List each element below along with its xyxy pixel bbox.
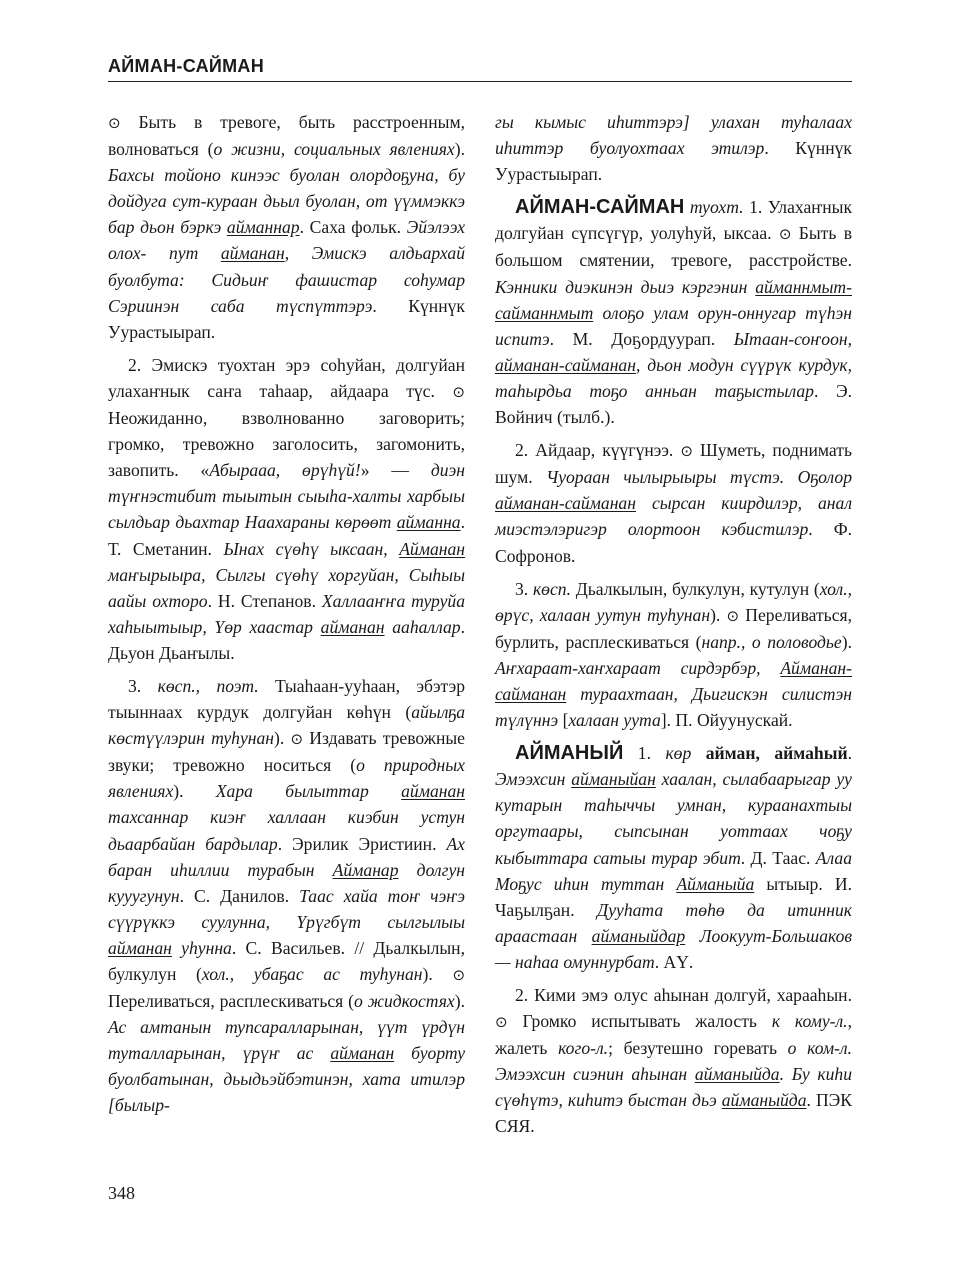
circle-dot-icon: ⊙	[290, 730, 304, 749]
paragraph: ⊙ Быть в тревоге, быть расстроенным, волноваться (о жизни, социальных явлениях). Бахсы тойоно кинээс буолан олордоҕуна, бу дойдуга сут-кураан дьыл буолан, от үүммэккэ бар дьон бэркэ айманнар. Саха фольк. Эйэлээх олох- пут айманан, Эмискэ алдьархай буолбута: Сидьиҥ фашистар соһумар Сэриинэн саба түспүттэрэ. Күннүк Уурастыырап.	[108, 112, 465, 342]
circle-dot-icon: ⊙	[680, 442, 693, 461]
paragraph: АЙМАНЫЙ 1. көр айман, аймаһый. Эмээхсин айманыйан хаалан, сылабаарыгар уу кутарын таһыччы умнан, кураанахтыы оргутаары, сыпсынан уоттаах чоҕу кыбыттара сатыы турар эбит. Д. Таас. Алаа Моҕус иһин туттан Айманыйа ытыыр. И. Чаҕылҕан. Дууһата төһө да итинник араастаан айманыйдар Лоокуут-Большаков — наһаа омуннурбат. АҮ.	[495, 742, 853, 972]
running-head: АЙМАН-САЙМАН	[108, 56, 265, 76]
circle-dot-icon: ⊙	[726, 606, 740, 625]
paragraph: 2. Айдаар, күүгүнээ. ⊙ Шуметь, поднимать шум. Чуораан чылырыыры түстэ. Оҕолор айманан-сайманан сырсан киирдилэр, анал миэстэлэригэр олортоон кэбистилэр. Ф. Софронов.	[495, 440, 852, 566]
circle-dot-icon: ⊙	[452, 966, 466, 984]
headword: АЙМАН-САЙМАН	[515, 196, 685, 219]
paragraph: 3. көсп., поэт. Тыаһаан-ууһаан, эбэтэр тыыннаах курдук долгуйан көһүн (айылҕа көстүүлэрин туһунан). ⊙ Издавать тревожные звуки; тревожно носиться (о природных явлениях). Хара былыттар айманан тахсаннар киэҥ халлаан киэбин устун дьаарбайан бардылар. Эрилик Эристиин. Ах баран иһиллии турабын Айманар долгун кууугунун. С. Данилов. Таас хайа тоҥ чэҥэ сүүрүккэ суулунна, Үрүгбүт сылгылыы айманан уһунна. С. Васильев. // Дьалкылын, булкулун (хол., убаҕас ас туһунан). ⊙ Переливаться, расплескиваться (о жидкостях). Ас амтанын тупсаралларынан, үүт үрдүн туталларынан, үрүҥ ас айманан буорту буолбатынан, дьыдьэйбэтинэн, хата итилэр [былыр-	[108, 675, 466, 1116]
paragraph: 3. көсп. Дьалкылын, булкулун, кутулун (хол., өрүс, халаан уутун туһунан). ⊙ Переливаться, бурлить, расплескиваться (напр., о половодье). Аҥхараат-хаҥхараат сирдэрбэр, Айманан-сайманан тураахтаан, Дьигискэн силистэн түлүннэ [халаан уута]. П. Ойуунускай.	[495, 578, 853, 731]
circle-dot-icon: ⊙	[452, 382, 465, 401]
paragraph: АЙМАН-САЙМАН туохт. 1. Улахаҥнык долгуйан сүпсүгүр, уолуһуй, ыксаа. ⊙ Быть в большом смятении, тревоге, расстройстве. Кэнники диэкинэн дьиэ кэргэнин айманнмыт-сайманнмыт олоҕо улам орун-оннугар түһэн испитэ. М. Доҕордуурап. Ытаан-соҥоон, айманан-сайманан, дьон модун сүүрүк курдук, таһырдьа тоҕо анньан таҕыстылар. Э. Войнич (тылб.).	[495, 196, 853, 428]
circle-dot-icon: ⊙	[108, 114, 121, 132]
paragraph: гы кымыс иһиттэрэ] улахан туһалаах иһиттэр буолуохтаах этилэр. Күннүк Уурастыырап.	[495, 112, 852, 185]
paragraph: 2. Кими эмэ олус аһынан долгуй, харааһын. ⊙ Громко испытывать жалость к кому-л., жалеть кого-л.; безутешно горевать о ком-л. Эмээхсин сиэнин аһынан айманыйда. Бу киһи сүөһүтэ, киһитэ быстан дьэ айманыйда. ПЭК СЯЯ.	[495, 985, 852, 1137]
paragraph: 2. Эмискэ туохтан эрэ соһуйан, долгуйан улахаҥнык саҥа таһаар, айдаара түс. ⊙ Неожиданно, взволнованно заговорить; громко, тревожно заголосить, загомонить, завопить. «Абырааа, өрүһүй!» — диэн түҥнэстибит тыытын сыыһа-халты харбыы сылдьар дьахтар Наахараны көрөөт айманна. Т. Сметанин. Ынах сүөһү ыксаан, Айманан маҥырыыра, Сылгы сүөһү хоргуйан, Сыһыы аайы охторо. Н. Степанов. Халлааҥҥа туруйа хаһыытыыр, Үөр хаастар айманан ааһаллар. Дьуон Дьаҥылы.	[108, 354, 466, 663]
right-column	[495, 109, 852, 1140]
header-rule	[108, 81, 852, 82]
circle-dot-icon: ⊙	[778, 225, 792, 244]
page-number: 348	[108, 1183, 135, 1203]
left-column	[108, 109, 465, 1119]
headword: АЙМАНЫЙ	[515, 742, 624, 765]
circle-dot-icon: ⊙	[495, 1013, 508, 1032]
